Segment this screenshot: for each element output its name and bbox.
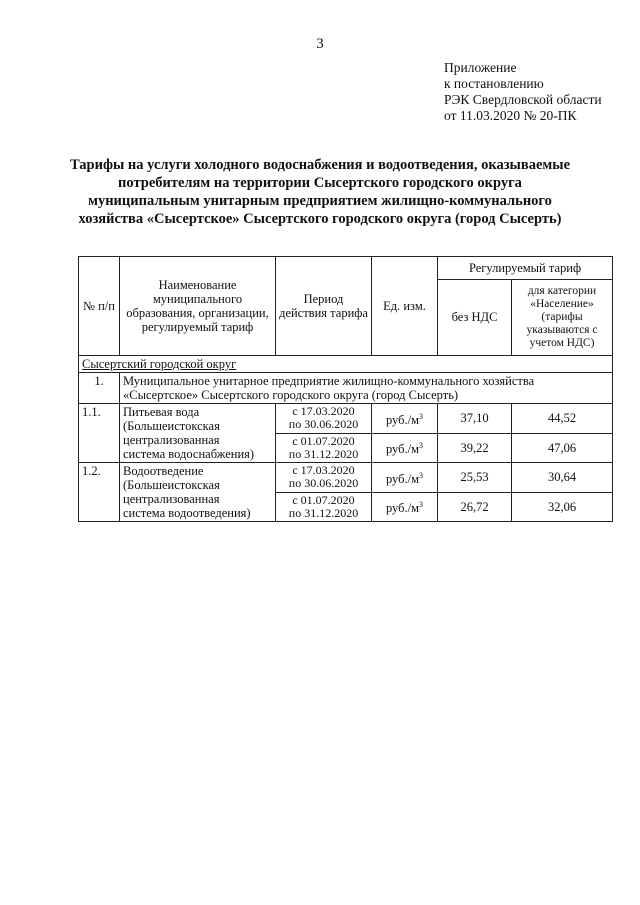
service-number: 1.2. — [79, 463, 120, 522]
title-line: потребителям на территории Сысертского городского округа — [118, 175, 522, 191]
tariff-no-vat: 37,10 — [438, 404, 512, 434]
period-cell — [276, 404, 372, 434]
unit-text: руб./м — [385, 442, 420, 457]
unit-cell — [372, 433, 438, 463]
unit-superscript: 3 — [419, 441, 424, 451]
service-name-line: (Большеистокская — [123, 478, 220, 492]
period-to: по 30.06.2020 — [288, 476, 359, 490]
unit-cell — [372, 492, 438, 522]
tariff-no-vat: 26,72 — [438, 492, 512, 522]
period-cell — [276, 492, 372, 522]
page-number: 3 — [316, 36, 324, 52]
unit-text: руб./м — [385, 412, 420, 427]
unit-cell — [372, 463, 438, 493]
unit-text: руб./м — [385, 471, 420, 486]
service-name-line: система водоснабжения) — [123, 447, 255, 461]
period-from: с 01.07.2020 — [292, 492, 355, 507]
district-name: Сысертский городской округ — [79, 356, 613, 373]
title-line: муниципальным унитарным предприятием жилищно-коммунального — [88, 193, 552, 209]
tariff-no-vat: 39,22 — [438, 433, 512, 463]
period-to: по 31.12.2020 — [288, 446, 359, 461]
district-row — [79, 356, 613, 373]
tariff-population: 30,64 — [512, 463, 613, 493]
unit-cell — [372, 404, 438, 434]
service-name-line: централизованная — [123, 433, 220, 447]
period-from: с 17.03.2020 — [292, 404, 355, 418]
service-name-line: централизованная — [123, 492, 220, 506]
tariff-population: 32,06 — [512, 492, 613, 522]
title-line: Тарифы на услуги холодного водоснабжения и водоотведения, оказываемые — [69, 157, 571, 173]
organization-row — [79, 373, 613, 404]
header-unit: Ед. изм. — [372, 257, 438, 356]
period-cell — [276, 433, 372, 463]
tariff-no-vat: 25,53 — [438, 463, 512, 493]
appendix-line: Приложение — [444, 60, 517, 75]
tariff-population: 44,52 — [512, 404, 613, 434]
period-to: по 30.06.2020 — [288, 417, 359, 431]
table-row — [79, 404, 613, 434]
appendix-line: от 11.03.2020 № 20-ПК — [444, 108, 577, 123]
service-name-line: Питьевая вода — [123, 405, 200, 419]
header-population: для категории «Население» (тарифы указываются с учетом НДС) — [512, 279, 613, 355]
period-to: по 31.12.2020 — [288, 505, 359, 520]
unit-superscript: 3 — [419, 500, 424, 510]
title-line: хозяйства «Сысертское» Сысертского городского округа (город Сысерть) — [78, 211, 562, 227]
appendix-block — [444, 60, 602, 124]
service-name — [120, 404, 276, 463]
header-name: Наименование муниципального образования, организации, регулируемый тариф — [120, 257, 276, 356]
period-cell — [276, 463, 372, 493]
service-number: 1.1. — [79, 404, 120, 463]
unit-superscript: 3 — [419, 470, 424, 480]
header-no-vat: без НДС — [438, 279, 512, 355]
service-name-line: (Большеистокская — [123, 419, 220, 433]
service-name-line: система водоотведения) — [123, 506, 251, 520]
period-from: с 01.07.2020 — [292, 433, 355, 448]
header-num: № п/п — [79, 257, 120, 356]
tariff-table — [78, 256, 613, 522]
service-name-line: Водоотведение — [123, 464, 204, 478]
org-number: 1. — [79, 373, 120, 404]
document-title — [60, 156, 580, 228]
unit-text: руб./м — [385, 501, 420, 516]
service-name — [120, 463, 276, 522]
period-from: с 17.03.2020 — [292, 463, 355, 477]
header-period: Период действия тарифа — [276, 257, 372, 356]
unit-superscript: 3 — [419, 411, 424, 421]
tariff-population: 47,06 — [512, 433, 613, 463]
appendix-line: РЭК Свердловской области — [444, 92, 602, 107]
table-header-row — [79, 257, 613, 280]
table-row — [79, 463, 613, 493]
appendix-line: к постановлению — [444, 76, 544, 91]
header-regulated-tariff: Регулируемый тариф — [438, 257, 613, 280]
org-name: Муниципальное унитарное предприятие жилищно-коммунального хозяйства «Сысертское» Сысертского городского округа (город Сысерть) — [120, 373, 613, 404]
